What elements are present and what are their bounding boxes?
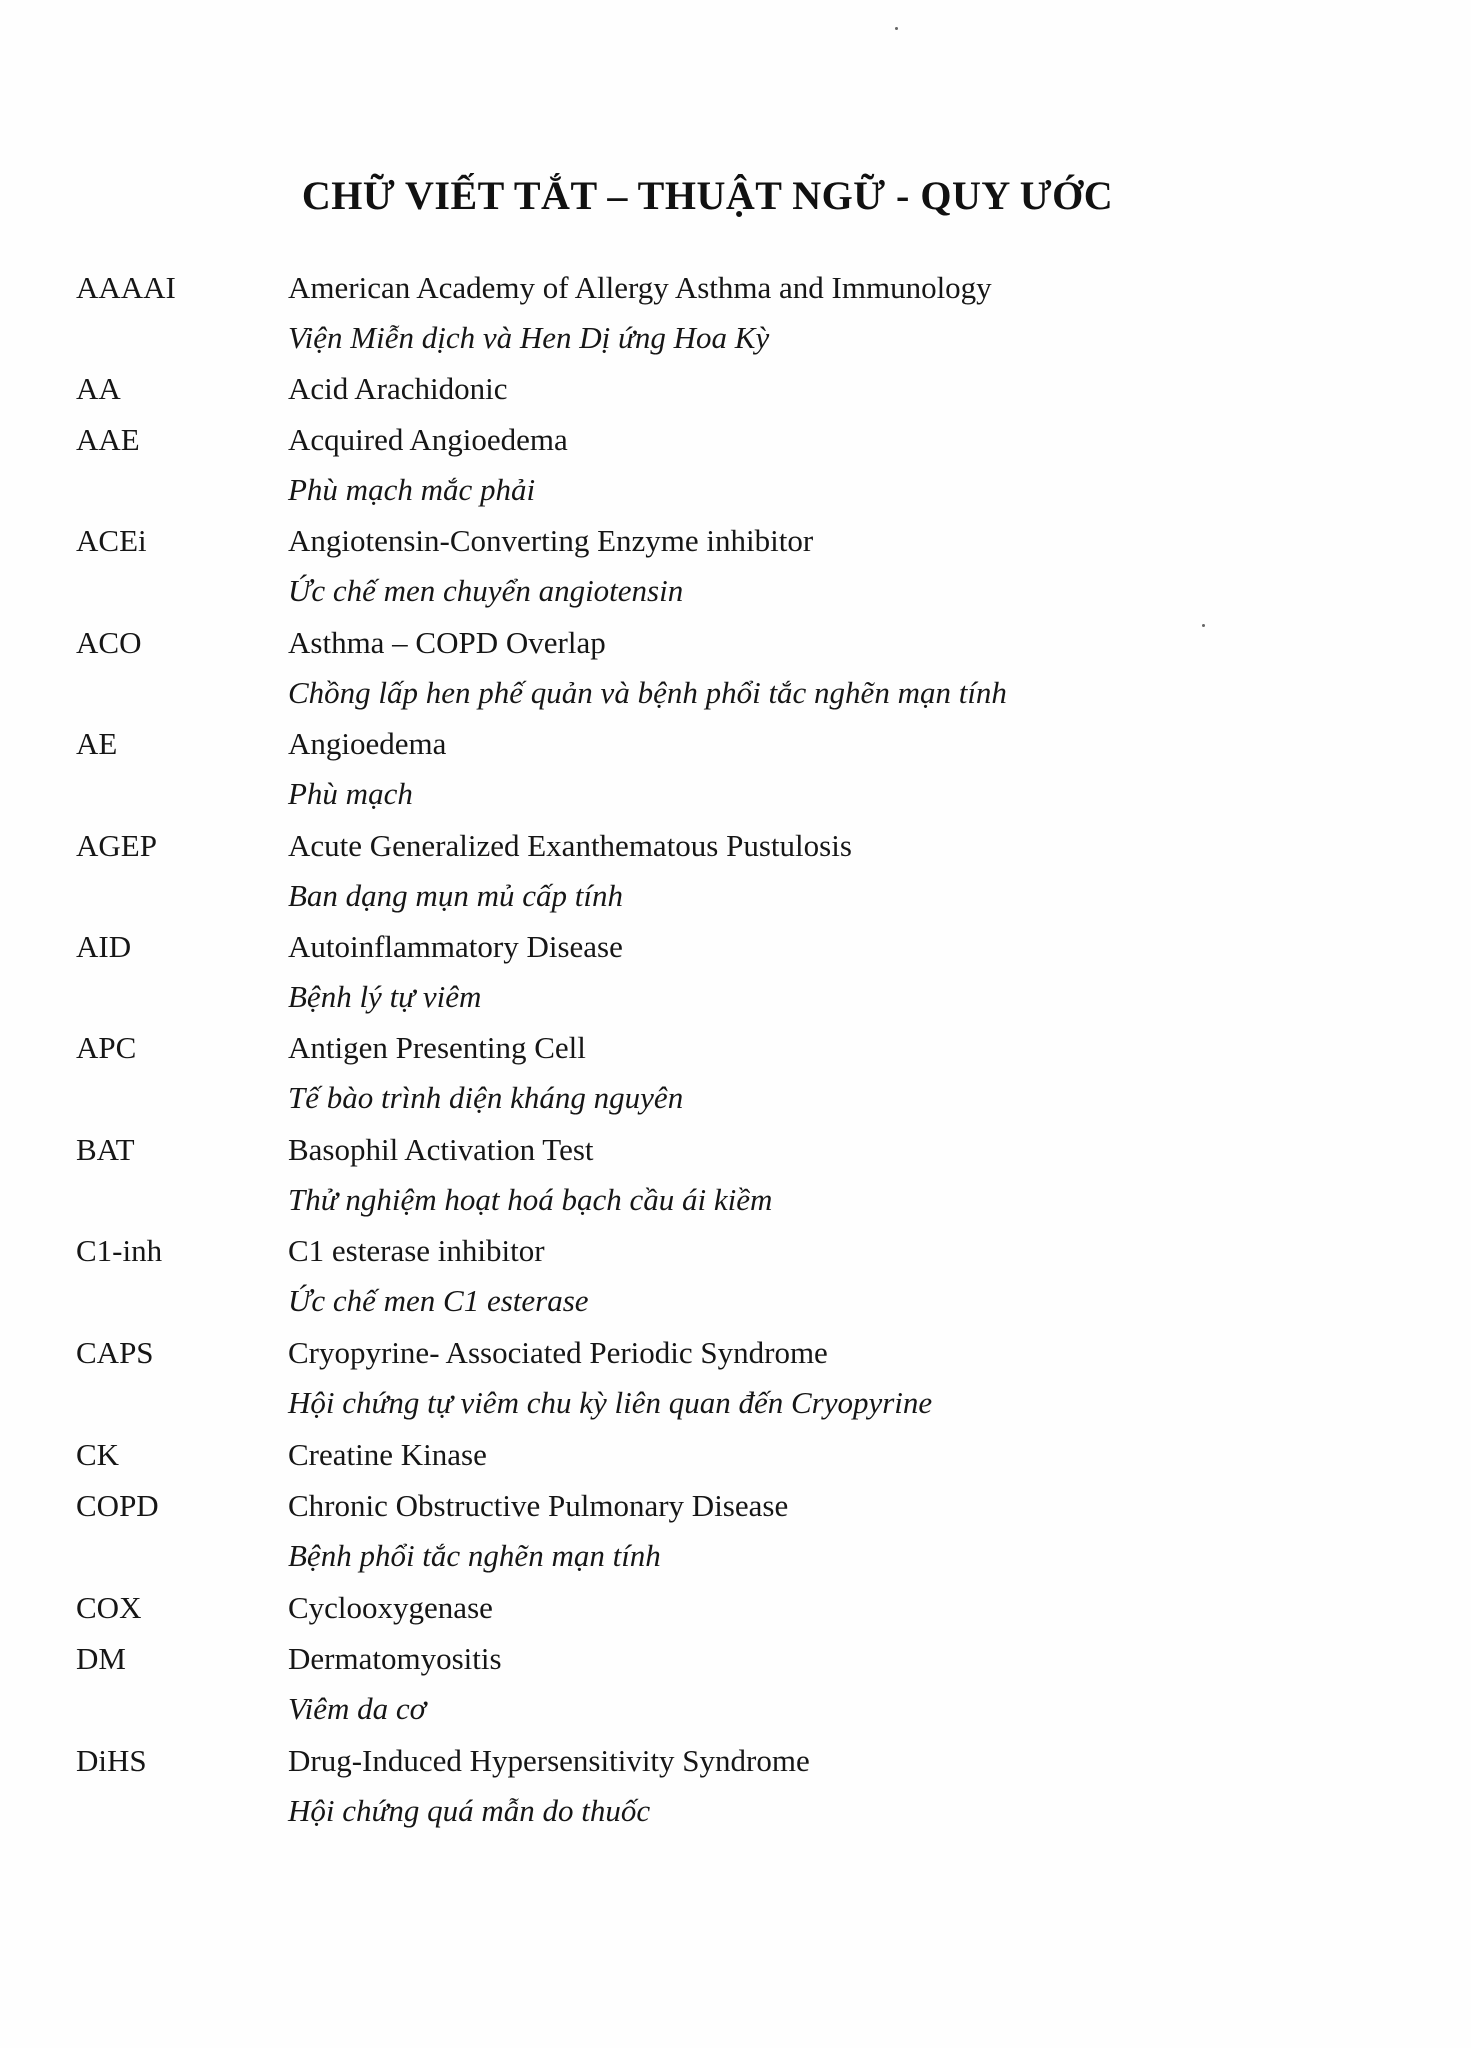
vietnamese-translation: Hội chứng quá mẫn do thuốc <box>288 1793 651 1828</box>
abbreviation: AAE <box>76 422 140 457</box>
abbreviation: COPD <box>76 1488 159 1523</box>
abbreviation: AGEP <box>76 828 157 863</box>
english-term: C1 esterase inhibitor <box>288 1233 545 1268</box>
abbreviation: ACO <box>76 625 142 660</box>
vietnamese-translation: Phù mạch <box>288 776 413 811</box>
english-term: Basophil Activation Test <box>288 1132 594 1167</box>
abbreviation: AID <box>76 929 132 964</box>
vietnamese-translation: Tế bào trình diện kháng nguyên <box>288 1080 684 1115</box>
english-term: Cyclooxygenase <box>288 1590 493 1625</box>
english-term: Antigen Presenting Cell <box>288 1030 586 1065</box>
abbreviation: DM <box>76 1641 126 1676</box>
abbreviation: CAPS <box>76 1335 154 1370</box>
abbreviation: AAAAI <box>76 270 176 305</box>
abbreviation: CK <box>76 1437 120 1472</box>
scan-speck <box>1202 624 1205 627</box>
vietnamese-translation: Ức chế men C1 esterase <box>288 1283 589 1318</box>
abbreviation: DiHS <box>76 1743 147 1778</box>
vietnamese-translation: Bệnh phổi tắc nghẽn mạn tính <box>288 1538 661 1573</box>
vietnamese-translation: Hội chứng tự viêm chu kỳ liên quan đến Cryopyrine <box>288 1385 933 1420</box>
english-term: Drug-Induced Hypersensitivity Syndrome <box>288 1743 810 1778</box>
english-term: Autoinflammatory Disease <box>288 929 623 964</box>
vietnamese-translation: Viện Miễn dịch và Hen Dị ứng Hoa Kỳ <box>288 320 770 355</box>
english-term: Creatine Kinase <box>288 1437 487 1472</box>
english-term: Acute Generalized Exanthematous Pustulosis <box>288 828 852 863</box>
abbreviation: ACEi <box>76 523 147 558</box>
vietnamese-translation: Ban dạng mụn mủ cấp tính <box>288 878 623 913</box>
english-term: Dermatomyositis <box>288 1641 502 1676</box>
page-title <box>0 172 1471 219</box>
vietnamese-translation: Viêm da cơ <box>288 1691 427 1726</box>
vietnamese-translation: Bệnh lý tự viêm <box>288 979 482 1014</box>
english-term: American Academy of Allergy Asthma and Immunology <box>288 270 992 305</box>
vietnamese-translation: Thử nghiệm hoạt hoá bạch cầu ái kiềm <box>288 1182 773 1217</box>
english-term: Asthma – COPD Overlap <box>288 625 606 660</box>
abbreviation: C1-inh <box>76 1233 163 1268</box>
english-term: Angioedema <box>288 726 447 761</box>
vietnamese-translation: Ức chế men chuyển angiotensin <box>288 573 684 608</box>
scan-speck <box>895 27 898 30</box>
vietnamese-translation: Phù mạch mắc phải <box>288 472 536 507</box>
english-term: Angiotensin-Converting Enzyme inhibitor <box>288 523 814 558</box>
english-term: Chronic Obstructive Pulmonary Disease <box>288 1488 789 1523</box>
english-term: Acquired Angioedema <box>288 422 568 457</box>
english-term: Cryopyrine- Associated Periodic Syndrome <box>288 1335 828 1370</box>
abbreviation: BAT <box>76 1132 135 1167</box>
abbreviation: APC <box>76 1030 137 1065</box>
abbreviation: AA <box>76 371 121 406</box>
abbreviation: COX <box>76 1590 142 1625</box>
vietnamese-translation: Chồng lấp hen phế quản và bệnh phổi tắc nghẽn mạn tính <box>288 675 1007 710</box>
page-title-text: CHỮ VIẾT TẮT – THUẬT NGỮ - QUY ƯỚC <box>301 173 1114 218</box>
abbreviation: AE <box>76 726 118 761</box>
english-term: Acid Arachidonic <box>288 371 508 406</box>
